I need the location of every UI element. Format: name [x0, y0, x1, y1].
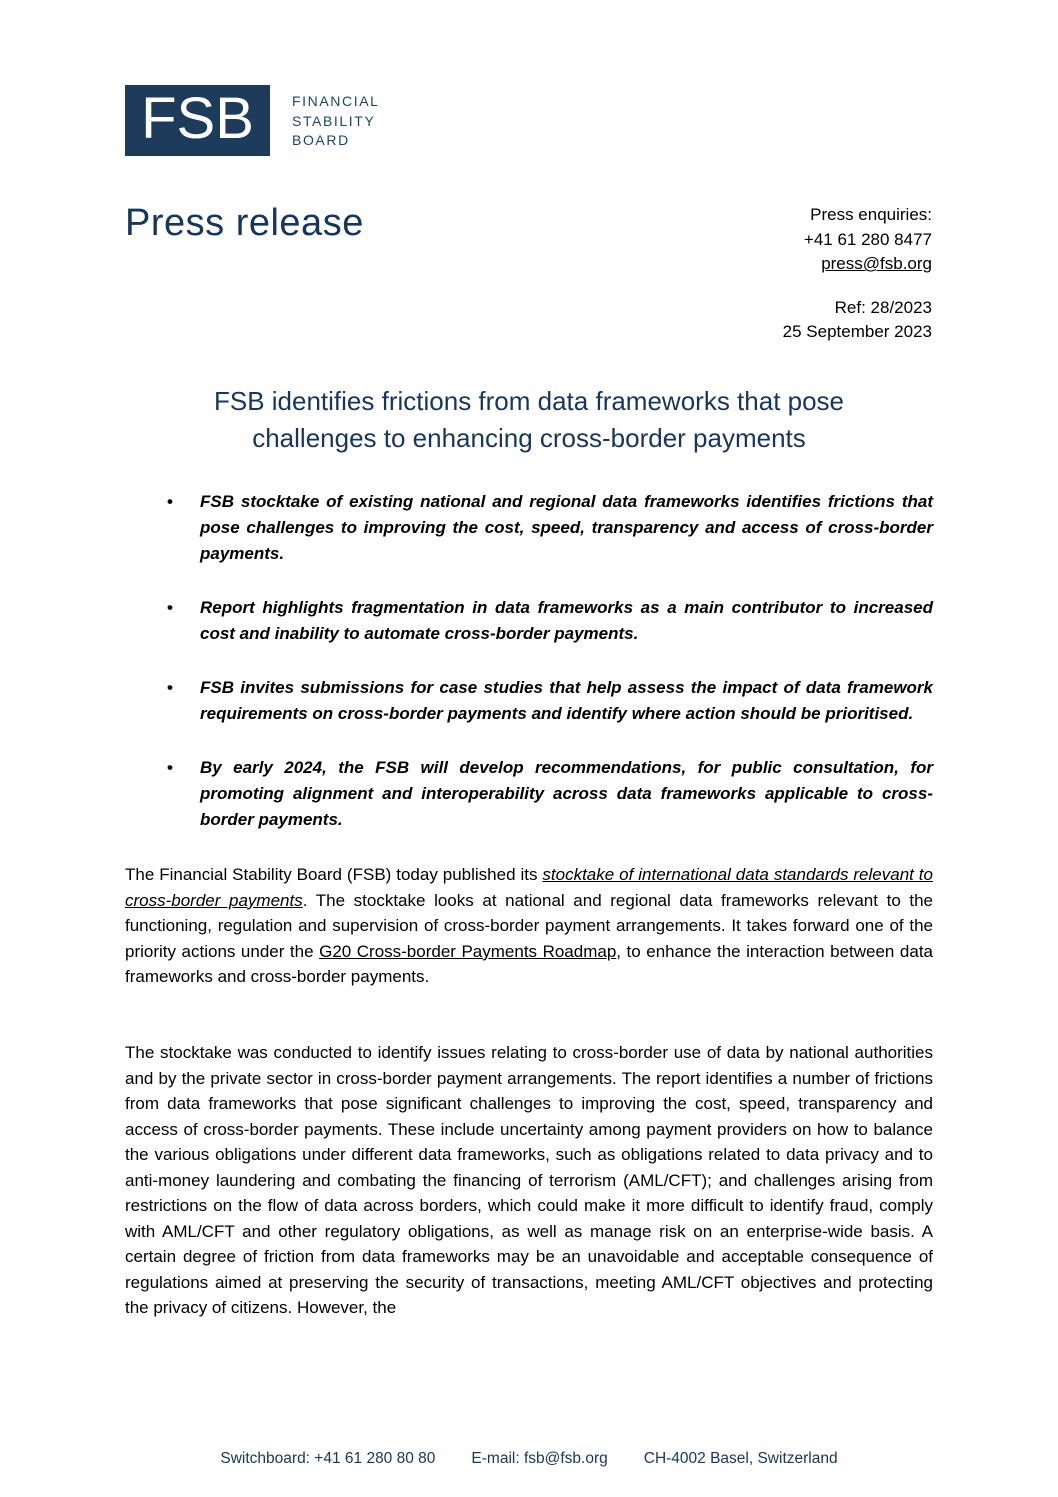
page-title: FSB identifies frictions from data frameworks that pose challenges to enhancing cross-border payments	[213, 386, 845, 453]
footer-email: E-mail: fsb@fsb.org	[471, 1450, 608, 1467]
para-text: The Financial Stability Board (FSB) today published its	[125, 865, 543, 884]
page-footer	[0, 1449, 1058, 1469]
bullet-item-2	[125, 595, 933, 647]
stocktake-link[interactable]: stocktake of international data standards relevant to cross-border payments	[125, 865, 933, 910]
press-phone: +41 61 280 8477	[803, 229, 932, 249]
tagline-line-2: STABILITY	[292, 112, 376, 129]
fsb-logo-icon: FSB	[125, 85, 270, 156]
key-points-list	[125, 489, 933, 861]
footer-address: CH-4002 Basel, Switzerland	[643, 1450, 838, 1467]
bullet-text-1: FSB stocktake of existing national and regional data frameworks identifies frictions that pose challenges to improving the cost, speed, transparency and access of cross-border payments.	[200, 492, 933, 563]
bullet-item-1	[125, 489, 933, 567]
tagline-line-3: BOARD	[292, 132, 350, 148]
fsb-logo	[125, 85, 380, 156]
contact-block	[783, 203, 932, 345]
body-paragraph-2: The stocktake was conducted to identify issues relating to cross-border use of data by national authorities and by the private sector in cross-border payment arrangements. The report identifies a number of frictions from data frameworks that pose significant challenges to improving the cost, speed, transparency and access of cross-border payments. These include uncertainty among payment providers on how to balance the various obligations under different data frameworks, such as obligations related to data privacy and to anti-money laundering and combating the financing of terrorism (AML/CFT); and challenges arising from restrictions on the flow of data across borders, which could make it more difficult to identify fraud, comply with AML/CFT and other regulatory obligations, as well as manage risk on an enterprise-wide basis. A certain degree of friction from data frameworks may be an unavoidable and acceptable consequence of regulations aimed at preserving the security of transactions, meeting AML/CFT objectives and protecting the privacy of citizens. However, the	[125, 1043, 933, 1317]
para-text: . The stocktake looks at national and regional data frameworks relevant to the functioning, regulation and supervision of cross-border payment arrangements. It takes forward one of the priority actions under the	[125, 890, 934, 961]
bullet-item-3	[125, 675, 933, 727]
para-text: , to enhance the interaction between data frameworks and cross-border payments.	[125, 941, 933, 986]
bullet-marker: •	[167, 492, 173, 511]
doc-type-heading: Press release	[125, 202, 364, 244]
ref-number: Ref: 28/2023	[834, 297, 932, 317]
footer-switchboard: Switchboard: +41 61 280 80 80	[220, 1450, 436, 1467]
g20-roadmap-link[interactable]: G20 Cross-border Payments Roadmap	[319, 941, 617, 961]
fsb-logo-tagline	[292, 85, 380, 151]
body-paragraph-1	[125, 862, 933, 990]
bullet-marker: •	[167, 758, 173, 777]
bullet-item-4	[125, 755, 933, 833]
bullet-marker: •	[167, 678, 173, 697]
release-date: 25 September 2023	[782, 322, 932, 341]
bullet-text-2: Report highlights fragmentation in data frameworks as a main contributor to increased cost and inability to automate cross-border payments.	[200, 598, 933, 643]
ref-block	[783, 296, 932, 345]
bullet-text-4: By early 2024, the FSB will develop recommendations, for public consultation, for promoting alignment and interoperability across data frameworks applicable to cross-border payments.	[200, 758, 933, 829]
bullet-marker: •	[167, 598, 173, 617]
press-email-link[interactable]: press@fsb.org	[821, 254, 932, 273]
press-enquiries-label: Press enquiries:	[810, 205, 932, 224]
bullet-text-3: FSB invites submissions for case studies that help assess the impact of data framework requirements on cross-border payments and identify where action should be prioritised.	[200, 678, 933, 723]
tagline-line-1: FINANCIAL	[292, 93, 380, 109]
